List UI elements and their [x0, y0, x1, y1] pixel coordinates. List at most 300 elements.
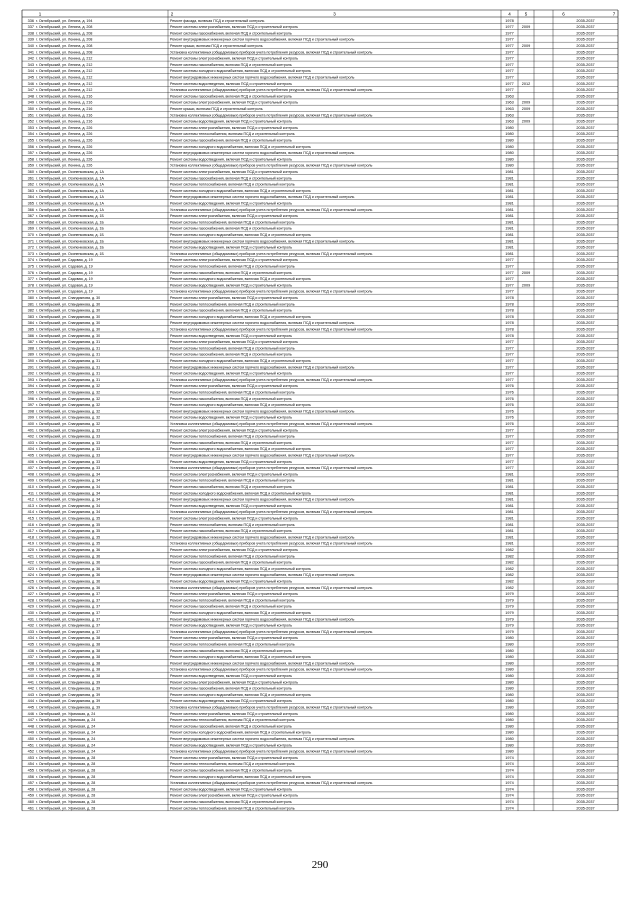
row-planned-period: 2035-2037 — [576, 258, 595, 263]
row-work-description: Ремонт системы теплоснабжения, включая ПСД и строительный контроль — [170, 220, 295, 225]
row-number: 337 — [27, 25, 34, 30]
row-address: г. Октябрьский, ул. Спандикнова, д. 38 — [36, 648, 101, 653]
row-work-description: Установка коллективных (общедомовых) приборов учета потребления ресурсов, включая ПСД и строительный контроль — [170, 251, 373, 256]
row-number: 367 — [27, 214, 34, 219]
row-address: г. Октябрьский, ул. Спандикнова, д. 36 — [36, 579, 101, 584]
row-number: 347 — [27, 88, 34, 93]
row-build-year: 1981 — [505, 233, 514, 237]
row-work-description: Ремонт системы холодного водоснабжения, включая ПСД и строительный контроль — [170, 611, 311, 615]
row-work-description: Ремонт системы теплоснабжения, включая ПСД и строительный контроль — [170, 522, 295, 527]
row-planned-period: 2035-2037 — [576, 365, 595, 370]
row-work-description: Ремонт системы теплоснабжения, включая ПСД и строительный контроль — [170, 434, 295, 439]
row-planned-period: 2035-2037 — [576, 37, 595, 42]
row-build-year: 1981 — [505, 472, 514, 477]
row-build-year: 1976 — [505, 409, 514, 414]
row-work-description: Установка коллективных (общедомовых) приборов учета потребления ресурсов, включая ПСД и строительный контроль — [170, 88, 373, 93]
row-planned-period: 2035-2037 — [576, 214, 595, 219]
row-number: 356 — [27, 144, 34, 149]
row-work-description: Ремонт системы электроснабжения, включая ПСД и строительный контроль — [170, 548, 299, 552]
row-build-year: 1977 — [505, 56, 514, 61]
row-number: 429 — [27, 604, 34, 609]
row-planned-period: 2035-2037 — [576, 497, 595, 502]
row-planned-period: 2035-2037 — [576, 346, 595, 351]
row-build-year: 1978 — [505, 314, 514, 319]
row-number: 389 — [27, 352, 34, 357]
row-work-description: Ремонт системы газоснабжения, включая ПСД и строительный контроль — [170, 686, 292, 691]
row-build-year: 1963 — [505, 94, 514, 99]
row-build-year: 1982 — [505, 548, 514, 552]
row-number: 421 — [27, 554, 34, 559]
row-address: г. Октябрьский, ул. Осипенковская, д. 1Б — [36, 233, 104, 237]
row-build-year: 1981 — [505, 485, 514, 489]
row-address: г. Октябрьский, ул. Уфимская, д. 28 — [36, 787, 96, 792]
row-planned-period: 2035-2037 — [576, 548, 595, 552]
row-number: 402 — [27, 434, 34, 439]
row-work-description: Установка коллективных (общедомовых) приборов учета потребления ресурсов, включая ПСД и строительный контроль — [170, 327, 373, 332]
row-planned-period: 2035-2037 — [576, 806, 595, 811]
row-address: г. Октябрьский, ул. Уфимская, д. 28 — [36, 800, 96, 804]
row-build-year: 1963 — [505, 119, 514, 124]
row-planned-period: 2035-2037 — [576, 598, 595, 603]
row-work-description: Ремонт системы электроснабжения, включая ПСД и строительный контроль — [170, 793, 299, 798]
row-number: 431 — [27, 617, 34, 622]
row-work-description: Ремонт системы водоотведения, включая ПСД и строительный контроль — [170, 371, 293, 376]
row-build-year: 1981 — [505, 497, 514, 502]
row-work-description: Ремонт системы водоотведения, включая ПСД и строительный контроль — [170, 459, 293, 464]
row-planned-period: 2035-2037 — [576, 478, 595, 483]
row-address: г. Октябрьский, ул. Уфимская, д. 24 — [36, 724, 96, 729]
row-build-year: 1978 — [505, 327, 514, 332]
row-build-year: 1979 — [505, 617, 514, 622]
row-build-year: 1981 — [505, 226, 514, 231]
row-build-year: 1977 — [505, 44, 514, 48]
row-number: 418 — [27, 535, 34, 540]
row-work-description: Ремонт внутридомовых инженерных систем горячего водоснабжения, включая ПСД и строительный контроль — [170, 617, 355, 622]
row-work-description: Ремонт системы электроснабжения, включая ПСД и строительный контроль — [170, 711, 299, 716]
row-work-description: Ремонт системы теплоснабжения, включая ПСД и строительный контроль — [170, 718, 295, 723]
row-address: г. Октябрьский, ул. Спандикнова, д. 34 — [36, 485, 101, 489]
row-work-description: Ремонт системы холодного водоснабжения, включая ПСД и строительный контроль — [170, 188, 311, 193]
row-number: 432 — [27, 623, 34, 628]
row-number: 443 — [27, 692, 34, 697]
row-work-description: Ремонт системы холодного водоснабжения, включая ПСД и строительный контроль — [170, 314, 311, 319]
row-address: г. Октябрьский, ул. Уфимская, д. 24 — [36, 711, 96, 716]
row-address: г. Октябрьский, ул. Спандикнова, д. 33 — [36, 453, 101, 458]
row-work-description: Ремонт внутридомовых инженерных систем горячего водоснабжения, включая ПСД и строительный контроль — [170, 321, 355, 326]
row-build-year: 1982 — [505, 585, 514, 590]
row-work-description: Ремонт системы теплоснабжения, включая ПСД и строительный контроль — [170, 806, 295, 811]
row-address: г. Октябрьский, ул. Осипенковская, д. 1Б — [36, 245, 104, 250]
row-build-year: 1974 — [505, 774, 514, 779]
row-number: 362 — [27, 182, 34, 187]
row-planned-period: 2035-2037 — [576, 403, 595, 408]
row-work-description: Ремонт системы теплоснабжения, включая ПСД и строительный контроль — [170, 554, 295, 559]
row-build-year: 1978 — [505, 296, 514, 300]
row-number: 448 — [27, 724, 34, 729]
row-build-year: 1978 — [505, 18, 514, 23]
row-address: г. Октябрьский, ул. Осипенковская, д. 1А — [36, 176, 104, 181]
row-work-description: Ремонт системы водоотведения, включая ПСД и строительный контроль — [170, 415, 293, 420]
row-address: г. Октябрьский, ул. Уфимская, д. 24 — [36, 730, 96, 735]
row-address: г. Октябрьский, ул. Спандикнова, д. 30 — [36, 314, 101, 319]
row-build-year: 1980 — [505, 711, 514, 716]
row-number: 415 — [27, 516, 34, 521]
row-planned-period: 2035-2037 — [576, 409, 595, 414]
row-build-year: 1974 — [505, 762, 514, 767]
row-number: 406 — [27, 459, 34, 464]
row-work-description: Ремонт системы газоснабжения, включая ПСД и строительный контроль — [170, 62, 292, 67]
row-address: г. Октябрьский, ул. Садовая, д. 19 — [36, 283, 93, 288]
row-address: г. Октябрьский, ул. Спандикнова, д. 32 — [36, 403, 101, 408]
row-work-description: Ремонт системы холодного водоснабжения, включая ПСД и строительный контроль — [170, 359, 311, 363]
row-address: г. Октябрьский, ул. Спандикнова, д. 37 — [36, 598, 101, 603]
row-planned-period: 2035-2037 — [576, 768, 595, 773]
row-address: г. Октябрьский, ул. Ленина, д. 212 — [36, 62, 93, 67]
row-address: г. Октябрьский, ул. Спандикнова, д. 36 — [36, 554, 101, 559]
row-build-year: 1981 — [505, 220, 514, 225]
row-number: 438 — [27, 661, 34, 666]
row-work-description: Ремонт системы водоотведения, включая ПСД и строительный контроль — [170, 623, 293, 628]
row-number: 341 — [27, 50, 34, 55]
row-planned-period: 2035-2037 — [576, 308, 595, 313]
row-planned-period: 2035-2037 — [576, 800, 595, 804]
row-number: 442 — [27, 686, 34, 691]
row-planned-period: 2035-2037 — [576, 491, 595, 496]
row-planned-period: 2035-2037 — [576, 296, 595, 300]
row-build-year: 1977 — [505, 434, 514, 439]
row-number: 363 — [27, 188, 34, 193]
row-build-year: 1981 — [505, 245, 514, 250]
row-address: г. Октябрьский, ул. Уфимская, д. 28 — [36, 768, 96, 773]
row-address: г. Октябрьский, ул. Уфимская, д. 28 — [36, 793, 96, 798]
row-work-description: Ремонт системы водоотведения, включая ПСД и строительный контроль — [170, 579, 293, 584]
row-address: г. Октябрьский, ул. Спандикнова, д. 38 — [36, 655, 101, 660]
row-work-description: Ремонт системы газоснабжения, включая ПСД и строительный контроль — [170, 724, 292, 729]
row-work-description: Установка коллективных (общедомовых) приборов учета потребления ресурсов, включая ПСД и строительный контроль — [170, 163, 373, 168]
row-build-year: 1977 — [505, 264, 514, 269]
row-number: 351 — [27, 113, 34, 118]
row-number: 461 — [27, 806, 34, 811]
row-address: г. Октябрьский, ул. Ленина, д. 194 — [36, 18, 93, 23]
row-number: 399 — [27, 415, 34, 420]
row-build-year: 1980 — [505, 157, 514, 162]
row-work-description: Ремонт системы водоотведения, включая ПСД и строительный контроль — [170, 157, 293, 162]
row-address: г. Октябрьский, ул. Ленина, д. 212 — [36, 75, 93, 80]
row-planned-period: 2035-2037 — [576, 144, 595, 149]
row-number: 456 — [27, 774, 34, 779]
row-work-description: Ремонт системы электроснабжения, включая ПСД и строительный контроль — [170, 258, 299, 263]
row-number: 343 — [27, 62, 34, 67]
row-build-year: 1977 — [505, 466, 514, 471]
row-build-year: 1976 — [505, 415, 514, 420]
row-number: 404 — [27, 447, 34, 452]
row-address: г. Октябрьский, ул. Уфимская, д. 28 — [36, 774, 96, 779]
row-work-description: Установка коллективных (общедомовых) приборов учета потребления ресурсов, включая ПСД и строительный контроль — [170, 667, 373, 672]
row-build-year: 1977 — [505, 365, 514, 370]
row-planned-period: 2035-2037 — [576, 176, 595, 181]
row-planned-period: 2035-2037 — [576, 170, 595, 174]
row-address: г. Октябрьский, ул. Осипенковская, д. 1Б — [36, 239, 104, 244]
row-number: 340 — [27, 44, 34, 48]
row-planned-period: 2035-2037 — [576, 75, 595, 80]
row-work-description: Установка коллективных (общедомовых) приборов учета потребления ресурсов, включая ПСД и строительный контроль — [170, 113, 373, 118]
row-planned-period: 2035-2037 — [576, 510, 595, 515]
row-build-year: 1974 — [505, 755, 514, 760]
row-address: г. Октябрьский, ул. Спандикнова, д. 37 — [36, 629, 101, 634]
row-address: г. Октябрьский, ул. Спандикнова, д. 30 — [36, 321, 101, 326]
row-build-year: 1981 — [505, 516, 514, 521]
row-number: 360 — [27, 170, 34, 174]
row-build-year: 1977 — [505, 359, 514, 363]
row-number: 427 — [27, 592, 34, 597]
row-address: г. Октябрьский, ул. Спандикнова, д. 35 — [36, 522, 101, 527]
row-number: 414 — [27, 510, 34, 515]
row-build-year: 1980 — [505, 737, 514, 741]
row-planned-period: 2035-2037 — [576, 56, 595, 61]
row-build-year: 1980 — [505, 636, 514, 641]
row-planned-period: 2035-2037 — [576, 781, 595, 786]
row-build-year: 1981 — [505, 491, 514, 496]
row-build-year: 1979 — [505, 604, 514, 609]
row-work-description: Ремонт системы газоснабжения, включая ПСД и строительный контроль — [170, 440, 292, 445]
row-number: 413 — [27, 503, 34, 508]
row-build-year: 1982 — [505, 566, 514, 571]
row-address: г. Октябрьский, ул. Уфимская, д. 24 — [36, 737, 96, 741]
row-build-year: 1977 — [505, 346, 514, 351]
row-build-year: 1980 — [505, 680, 514, 685]
row-number: 435 — [27, 642, 34, 647]
row-work-description: Ремонт крыши, включая ПСД и строительный контроль — [170, 107, 263, 111]
row-number: 446 — [27, 711, 34, 716]
row-number: 366 — [27, 207, 34, 212]
row-number: 439 — [27, 667, 34, 672]
row-work-description: Ремонт системы электроснабжения, включая ПСД и строительный контроль — [170, 384, 299, 389]
row-number: 338 — [27, 31, 34, 36]
row-address: г. Октябрьский, ул. Ленина, д. 208 — [36, 37, 93, 42]
row-address: г. Октябрьский, ул. Осипенковская, д. 1Б — [36, 220, 104, 225]
row-number: 348 — [27, 94, 34, 99]
row-work-description: Ремонт системы электроснабжения, включая ПСД и строительный контроль — [170, 428, 299, 433]
row-work-description: Ремонт системы электроснабжения, включая ПСД и строительный контроль — [170, 125, 299, 130]
row-planned-period: 2035-2037 — [576, 642, 595, 647]
row-planned-period: 2035-2037 — [576, 321, 595, 326]
row-build-year: 1981 — [505, 188, 514, 193]
row-planned-period: 2035-2037 — [576, 466, 595, 471]
header-cell-3: 3 — [333, 11, 336, 17]
row-planned-period: 2035-2037 — [576, 453, 595, 458]
row-number: 345 — [27, 75, 34, 80]
row-planned-period: 2035-2037 — [576, 718, 595, 723]
row-work-description: Ремонт системы теплоснабжения, включая ПСД и строительный контроль — [170, 302, 295, 307]
row-build-year: 1977 — [505, 62, 514, 67]
row-planned-period: 2035-2037 — [576, 541, 595, 546]
row-planned-period: 2035-2037 — [576, 762, 595, 767]
row-work-description: Ремонт системы электроснабжения, включая ПСД и строительный контроль — [170, 214, 299, 219]
row-work-description: Ремонт системы электроснабжения, включая ПСД и строительный контроль — [170, 755, 299, 760]
row-address: г. Октябрьский, ул. Спандикнова, д. 38 — [36, 642, 101, 647]
row-last-repair-year: 2012 — [521, 81, 531, 86]
row-work-description: Установка коллективных (общедомовых) приборов учета потребления ресурсов, включая ПСД и строительный контроль — [170, 207, 373, 212]
row-planned-period: 2035-2037 — [576, 119, 595, 124]
row-planned-period: 2035-2037 — [576, 371, 595, 376]
row-work-description: Ремонт системы газоснабжения, включая ПСД и строительный контроль — [170, 648, 292, 653]
row-work-description: Ремонт системы газоснабжения, включая ПСД и строительный контроль — [170, 270, 292, 275]
row-number: 371 — [27, 239, 34, 244]
row-build-year: 1981 — [505, 207, 514, 212]
row-planned-period: 2035-2037 — [576, 680, 595, 685]
row-address: г. Октябрьский, ул. Ленина, д. 216 — [36, 107, 93, 111]
row-address: г. Октябрьский, ул. Спандикнова, д. 33 — [36, 459, 101, 464]
row-last-repair-year: 2009 — [521, 107, 531, 111]
row-planned-period: 2035-2037 — [576, 226, 595, 231]
row-build-year: 1977 — [505, 88, 514, 93]
row-planned-period: 2035-2037 — [576, 661, 595, 666]
row-planned-period: 2035-2037 — [576, 503, 595, 508]
row-build-year: 1980 — [505, 138, 514, 143]
row-planned-period: 2035-2037 — [576, 327, 595, 332]
row-address: г. Октябрьский, ул. Спандикнова, д. 32 — [36, 396, 101, 401]
row-work-description: Ремонт системы электроснабжения, включая ПСД и строительный контроль — [170, 592, 299, 597]
row-planned-period: 2035-2037 — [576, 138, 595, 143]
row-build-year: 1980 — [505, 705, 514, 710]
row-number: 369 — [27, 226, 34, 231]
row-build-year: 1981 — [505, 535, 514, 540]
row-planned-period: 2035-2037 — [576, 699, 595, 704]
row-address: г. Октябрьский, ул. Спандикнова, д. 39 — [36, 686, 101, 691]
row-build-year: 1978 — [505, 321, 514, 326]
row-number: 458 — [27, 787, 34, 792]
row-planned-period: 2035-2037 — [576, 157, 595, 162]
row-build-year: 1977 — [505, 459, 514, 464]
row-number: 441 — [27, 680, 34, 685]
row-planned-period: 2035-2037 — [576, 333, 595, 338]
row-number: 400 — [27, 422, 34, 426]
row-address: г. Октябрьский, ул. Ленина, д. 226 — [36, 132, 93, 137]
row-build-year: 1981 — [505, 478, 514, 483]
row-build-year: 1977 — [505, 447, 514, 452]
row-work-description: Ремонт системы электроснабжения, включая ПСД и строительный контроль — [170, 25, 299, 30]
row-number: 336 — [27, 18, 34, 23]
row-planned-period: 2035-2037 — [576, 384, 595, 389]
row-number: 372 — [27, 245, 34, 250]
row-planned-period: 2035-2037 — [576, 88, 595, 93]
row-number: 380 — [27, 296, 34, 300]
row-address: г. Октябрьский, ул. Спандикнова, д. 35 — [36, 535, 101, 540]
row-work-description: Ремонт системы газоснабжения, включая ПСД и строительный контроль — [170, 226, 292, 231]
row-work-description: Ремонт системы газоснабжения, включая ПСД и строительный контроль — [170, 308, 292, 313]
row-number: 387 — [27, 340, 34, 345]
row-address: г. Октябрьский, ул. Спандикнова, д. 38 — [36, 674, 101, 678]
row-build-year: 1980 — [505, 144, 514, 149]
row-number: 401 — [27, 428, 34, 433]
row-number: 430 — [27, 611, 34, 615]
row-work-description: Ремонт внутридомовых инженерных систем горячего водоснабжения, включая ПСД и строительный контроль — [170, 195, 355, 200]
row-work-description: Ремонт системы газоснабжения, включая ПСД и строительный контроль — [170, 604, 292, 609]
row-work-description: Ремонт системы газоснабжения, включая ПСД и строительный контроль — [170, 138, 292, 143]
row-number: 373 — [27, 251, 34, 256]
row-work-description: Ремонт системы теплоснабжения, включая ПСД и строительный контроль — [170, 642, 295, 647]
row-work-description: Ремонт системы холодного водоснабжения, включая ПСД и строительный контроль — [170, 655, 311, 660]
row-number: 437 — [27, 655, 34, 660]
row-work-description: Установка коллективных (общедомовых) приборов учета потребления ресурсов, включая ПСД и строительный контроль — [170, 422, 373, 426]
row-build-year: 1977 — [505, 50, 514, 55]
row-planned-period: 2035-2037 — [576, 283, 595, 288]
row-planned-period: 2035-2037 — [576, 667, 595, 672]
row-planned-period: 2035-2037 — [576, 617, 595, 622]
row-number: 457 — [27, 781, 34, 786]
row-address: г. Октябрьский, ул. Ленина, д. 226 — [36, 157, 93, 162]
row-build-year: 1981 — [505, 251, 514, 256]
row-number: 354 — [27, 132, 34, 137]
row-work-description: Ремонт системы газоснабжения, включая ПСД и строительный контроль — [170, 800, 292, 804]
row-build-year: 1977 — [505, 81, 514, 86]
row-build-year: 1980 — [505, 730, 514, 735]
row-number: 412 — [27, 497, 34, 502]
row-planned-period: 2035-2037 — [576, 188, 595, 193]
row-address: г. Октябрьский, ул. Спандикнова, д. 30 — [36, 327, 101, 332]
row-address: г. Октябрьский, ул. Спандикнова, д. 36 — [36, 548, 101, 552]
row-build-year: 1977 — [505, 340, 514, 345]
row-address: г. Октябрьский, ул. Уфимская, д. 28 — [36, 806, 96, 811]
row-build-year: 1981 — [505, 182, 514, 187]
row-number: 355 — [27, 138, 34, 143]
row-work-description: Ремонт внутридомовых инженерных систем горячего водоснабжения, включая ПСД и строительный контроль — [170, 151, 355, 156]
row-address: г. Октябрьский, ул. Ленина, д. 208 — [36, 50, 93, 55]
row-build-year: 1980 — [505, 692, 514, 697]
row-address: г. Октябрьский, ул. Спандикнова, д. 36 — [36, 560, 101, 565]
row-planned-period: 2035-2037 — [576, 434, 595, 439]
row-number: 405 — [27, 453, 34, 458]
row-planned-period: 2035-2037 — [576, 18, 595, 23]
row-planned-period: 2035-2037 — [576, 535, 595, 540]
row-planned-period: 2035-2037 — [576, 554, 595, 559]
row-build-year: 1977 — [505, 31, 514, 36]
row-build-year: 1977 — [505, 37, 514, 42]
row-address: г. Октябрьский, ул. Спандикнова, д. 39 — [36, 692, 101, 697]
row-build-year: 1980 — [505, 699, 514, 704]
row-work-description: Ремонт системы теплоснабжения, включая ПСД и строительный контроль — [170, 478, 295, 483]
row-last-repair-year: 2009 — [521, 100, 531, 105]
row-planned-period: 2035-2037 — [576, 163, 595, 168]
row-work-description: Ремонт системы водоотведения, включая ПСД и строительный контроль — [170, 283, 293, 288]
row-address: г. Октябрьский, ул. Осипенковская, д. 1Б — [36, 251, 104, 256]
row-work-description: Ремонт системы газоснабжения, включая ПСД и строительный контроль — [170, 485, 292, 489]
row-work-description: Ремонт системы электроснабжения, включая ПСД и строительный контроль — [170, 680, 299, 685]
row-address: г. Октябрьский, ул. Спандикнова, д. 32 — [36, 409, 101, 414]
row-number: 411 — [27, 491, 34, 496]
row-work-description: Установка коллективных (общедомовых) приборов учета потребления ресурсов, включая ПСД и строительный контроль — [170, 705, 373, 710]
row-planned-period: 2035-2037 — [576, 352, 595, 357]
row-address: г. Октябрьский, ул. Спандикнова, д. 32 — [36, 415, 101, 420]
row-number: 403 — [27, 440, 34, 445]
row-address: г. Октябрьский, ул. Спандикнова, д. 36 — [36, 566, 101, 571]
row-build-year: 1982 — [505, 579, 514, 584]
row-planned-period: 2035-2037 — [576, 522, 595, 527]
row-work-description: Ремонт системы холодного водоснабжения, включая ПСД и строительный контроль — [170, 144, 311, 149]
row-number: 434 — [27, 636, 34, 641]
row-address: г. Октябрьский, ул. Садовая, д. 19 — [36, 277, 93, 282]
row-address: г. Октябрьский, ул. Садовая, д. 19 — [36, 270, 93, 275]
row-build-year: 1981 — [505, 201, 514, 206]
row-work-description: Ремонт системы электроснабжения, включая ПСД и строительный контроль — [170, 636, 299, 641]
row-planned-period: 2035-2037 — [576, 390, 595, 395]
row-planned-period: 2035-2037 — [576, 422, 595, 426]
row-address: г. Октябрьский, ул. Осипенковская, д. 1А — [36, 182, 104, 187]
row-work-description: Ремонт системы холодного водоснабжения, включая ПСД и строительный контроль — [170, 491, 311, 496]
row-number: 422 — [27, 560, 34, 565]
row-planned-period: 2035-2037 — [576, 132, 595, 137]
row-number: 359 — [27, 163, 34, 168]
